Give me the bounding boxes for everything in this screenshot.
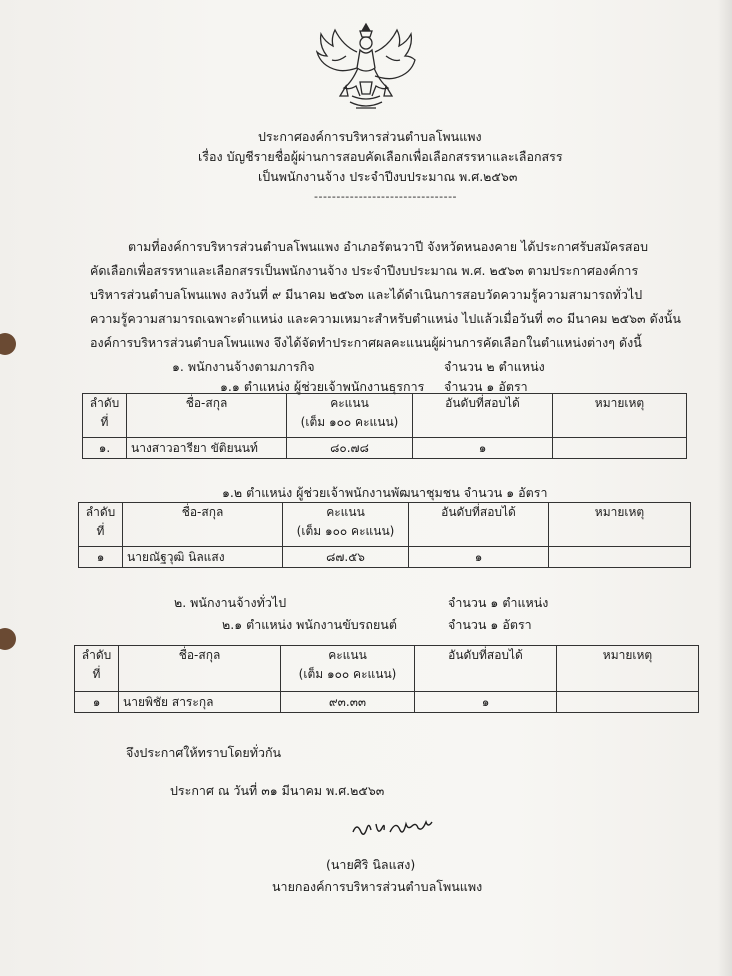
cell-order: ๑ [79,547,123,568]
header-rank: อันดับที่สอบได้ [409,503,549,547]
punch-hole [0,333,16,355]
header-divider: -------------------------------- [314,190,458,203]
section-count: จำนวน ๒ ตำแหน่ง [444,359,545,374]
position-title: ๒.๑ ตำแหน่ง พนักงานขับรถยนต์ [222,617,397,632]
cell-name: นายพิชัย สาระกุล [119,692,281,713]
header-score: คะแนน (เต็ม ๑๐๐ คะแนน) [283,503,409,547]
cell-score: ๘๐.๗๘ [287,438,413,459]
header-order: ลำดับ ที่ [83,394,127,438]
table-row [79,547,691,568]
cell-note [549,547,691,568]
header-note: หมายเหตุ [557,646,699,692]
document-heading: ประกาศองค์การบริหารส่วนตำบลโพนแพง [258,129,482,144]
punch-hole [0,628,16,650]
table-row [83,438,687,459]
table-row [75,692,699,713]
body-line-1: ตามที่องค์การบริหารส่วนตำบลโพนแพง อำเภอรัตนวาปี จังหวัดหนองคาย ได้ประกาศรับสมัครสอบ [128,239,649,254]
score-table [82,393,687,459]
signer-title: นายกองค์การบริหารส่วนตำบลโพนแพง [272,879,483,894]
score-table [78,502,691,568]
cell-order: ๑. [83,438,127,459]
signer-name: (นายศิริ นิลแสง) [326,857,416,872]
header-order: ลำดับ ที่ [75,646,119,692]
position-rate: จำนวน ๑ อัตรา [448,617,532,632]
section-title: ๒. พนักงานจ้างทั่วไป [174,595,287,610]
cell-rank: ๑ [415,692,557,713]
position-title: ๑.๑ ตำแหน่ง ผู้ช่วยเจ้าพนักงานธุรการ [220,379,425,394]
body-line-3: บริหารส่วนตำบลโพนแพง ลงวันที่ ๙ มีนาคม ๒๕๖๓ และได้ดำเนินการสอบวัดความรู้ความสามารถทั่วไป [90,287,643,302]
header-note: หมายเหตุ [553,394,687,438]
cell-rank: ๑ [413,438,553,459]
section-count: จำนวน ๑ ตำแหน่ง [448,595,549,610]
header-note: หมายเหตุ [549,503,691,547]
header-score: คะแนน (เต็ม ๑๐๐ คะแนน) [281,646,415,692]
header-rank: อันดับที่สอบได้ [413,394,553,438]
header-name: ชื่อ-สกุล [119,646,281,692]
announcement-line: จึงประกาศให้ทราบโดยทั่วกัน [126,745,282,760]
header-name: ชื่อ-สกุล [123,503,283,547]
body-line-4: ความรู้ความสามารถเฉพาะตำแหน่ง และความเหมาะสำหรับตำแหน่ง ไปแล้วเมื่อวันที่ ๓๐ มีนาคม ๒๕๖๓ ดังนั้น [90,311,681,326]
header-name: ชื่อ-สกุล [127,394,287,438]
announcement-date: ประกาศ ณ วันที่ ๓๑ มีนาคม พ.ศ.๒๕๖๓ [170,783,385,798]
header-rank: อันดับที่สอบได้ [415,646,557,692]
document-subject-cont: เป็นพนักงานจ้าง ประจำปีงบประมาณ พ.ศ.๒๕๖๓ [258,169,518,184]
cell-score: ๙๓.๓๓ [281,692,415,713]
cell-name: นายณัฐวุฒิ นิลแสง [123,547,283,568]
position-title: ๑.๒ ตำแหน่ง ผู้ช่วยเจ้าพนักงานพัฒนาชุมชน จำนวน ๑ อัตรา [222,485,548,500]
document-subject: เรื่อง บัญชีรายชื่อผู้ผ่านการสอบคัดเลือกเพื่อเลือกสรรหาและเลือกสรร [198,149,563,164]
signature-image [350,818,442,840]
cell-note [557,692,699,713]
cell-score: ๘๗.๕๖ [283,547,409,568]
position-rate: จำนวน ๑ อัตรา [444,379,528,394]
body-line-5: องค์การบริหารส่วนตำบลโพนแพง จึงได้จัดทำประกาศผลคะแนนผู้ผ่านการคัดเลือกในตำแหน่งต่างๆ ดังนี้ [90,335,642,350]
garuda-emblem-icon [316,20,416,115]
score-table [74,645,699,713]
header-score: คะแนน (เต็ม ๑๐๐ คะแนน) [287,394,413,438]
cell-note [553,438,687,459]
section-title: ๑. พนักงานจ้างตามภารกิจ [172,359,315,374]
header-order: ลำดับ ที่ [79,503,123,547]
cell-rank: ๑ [409,547,549,568]
cell-name: นางสาวอารียา ขัติยนนท์ [127,438,287,459]
cell-order: ๑ [75,692,119,713]
body-line-2: คัดเลือกเพื่อสรรหาและเลือกสรรเป็นพนักงานจ้าง ประจำปีงบประมาณ พ.ศ. ๒๕๖๓ ตามประกาศองค์การ [90,263,639,278]
